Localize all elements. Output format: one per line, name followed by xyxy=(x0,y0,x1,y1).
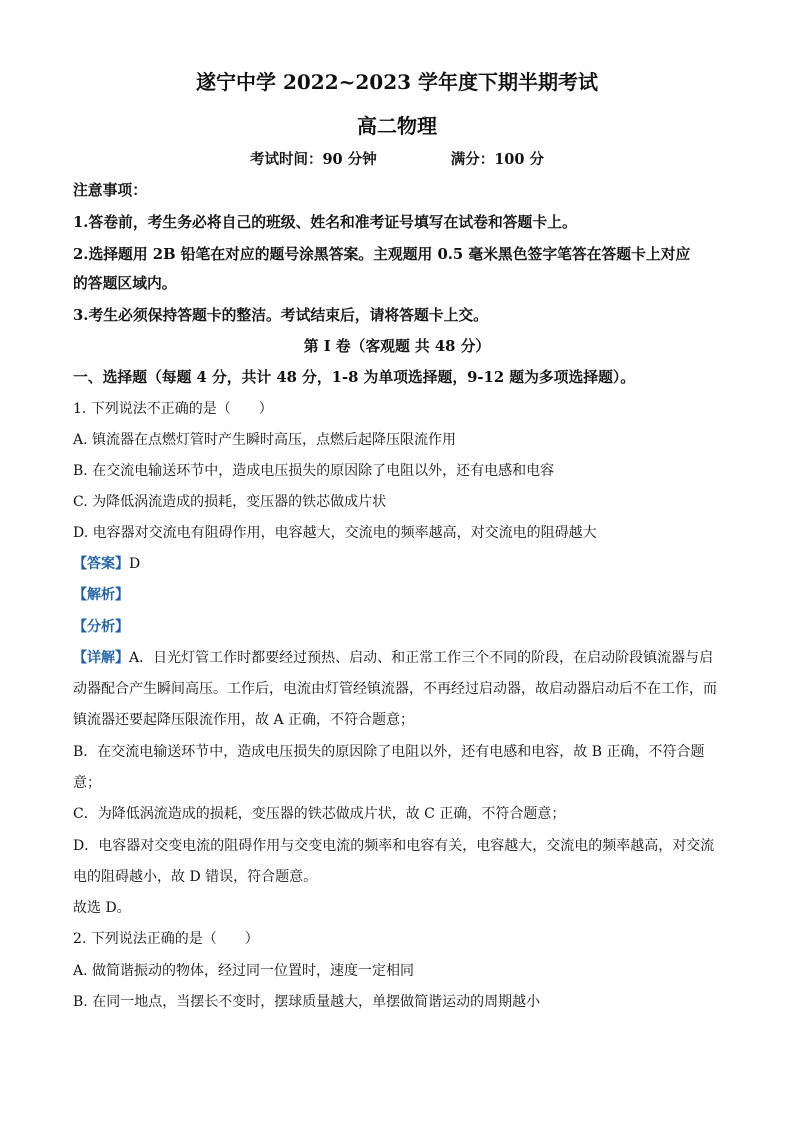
exam-time: 考试时间：90 分钟 xyxy=(249,151,377,168)
q2-option-b: B. 在同一地点，当摆长不变时，摆球质量越大，单摆做简谐运动的周期越小 xyxy=(73,994,541,1010)
answer-tag: 【答案】 xyxy=(73,556,129,572)
q1-option-c: C. 为降低涡流造成的损耗，变压器的铁芯做成片状 xyxy=(73,494,387,510)
q1-detail-line-1 xyxy=(73,649,733,667)
q1-detail-line-6: C．为降低涡流造成的损耗，变压器的铁芯做成片状，故 C 正确，不符合题意； xyxy=(73,806,566,822)
analysis-tag: 【解析】 xyxy=(73,587,129,603)
exam-title: 遂宁中学 2022~2023 学年度下期半期考试 xyxy=(195,70,598,94)
q1-detail-line-7: D．电容器对交变电流的阻碍作用与交变电流的频率和电容有关，电容越大，交流电的频率越高，对交流 xyxy=(73,838,715,854)
q1-answer xyxy=(73,555,733,573)
volume-title: 第 Ⅰ 卷（客观题 共 48 分） xyxy=(303,338,491,355)
exam-meta xyxy=(0,151,794,169)
q1-detail-line-2: 动器配合产生瞬间高压。工作后，电流由灯管经镇流器，不再经过启动器，故启动器启动后不在工作，而 xyxy=(73,681,717,697)
q1-conclusion: 故选 D。 xyxy=(73,900,131,916)
q1-option-d: D. 电容器对交流电有阻碍作用，电容越大，交流电的频率越高，对交流电的阻碍越大 xyxy=(73,525,597,541)
note-item-1: 1.答卷前，考生务必将自己的班级、姓名和准考证号填写在试卷和答题卡上。 xyxy=(73,214,577,231)
q1-detail-line-5: 意； xyxy=(73,775,101,791)
part-title: 一、选择题（每题 4 分，共计 48 分，1-8 为单项选择题，9-12 题为多项选择题）。 xyxy=(73,369,636,386)
q1-option-b: B. 在交流电输送环节中，造成电压损失的原因除了电阻以外，还有电感和电容 xyxy=(73,463,555,479)
q2-stem: 2. 下列说法正确的是（ ） xyxy=(73,931,259,947)
q1-stem: 1. 下列说法不正确的是（ ） xyxy=(73,401,273,417)
fenxi-tag: 【分析】 xyxy=(73,619,129,635)
detail-text: A．日光灯管工作时都要经过预热、启动、和正常工作三个不同的阶段，在启动阶段镇流器与启 xyxy=(129,650,714,666)
q1-detail-line-3: 镇流器还要起降压限流作用，故 A 正确，不符合题意； xyxy=(73,712,415,728)
q1-detail-line-8: 电的阻碍越小，故 D 错误，符合题意。 xyxy=(73,869,318,885)
full-score: 满分：100 分 xyxy=(450,151,545,168)
answer-value: D xyxy=(129,556,141,572)
notes-heading: 注意事项： xyxy=(73,182,147,199)
q1-detail-line-4: B．在交流电输送环节中，造成电压损失的原因除了电阻以外，还有电感和电容，故 B 正确，不符合题 xyxy=(73,744,705,760)
detail-tag: 【详解】 xyxy=(73,650,129,666)
q1-analysis xyxy=(73,586,733,604)
q2-option-a: A. 做简谐振动的物体，经过同一位置时，速度一定相同 xyxy=(73,963,415,979)
q1-fenxi xyxy=(73,618,733,636)
note-item-2-cont: 的答题区域内。 xyxy=(73,275,177,292)
note-item-2: 2.选择题用 2B 铅笔在对应的题号涂黑答案。主观题用 0.5 毫米黑色签字笔答在答题卡上对应 xyxy=(73,246,691,263)
exam-subject: 高二物理 xyxy=(357,114,437,138)
note-item-3: 3.考生必须保持答题卡的整洁。考试结束后，请将答题卡上交。 xyxy=(73,307,488,324)
q1-option-a: A. 镇流器在点燃灯管时产生瞬时高压，点燃后起降压限流作用 xyxy=(73,432,457,448)
